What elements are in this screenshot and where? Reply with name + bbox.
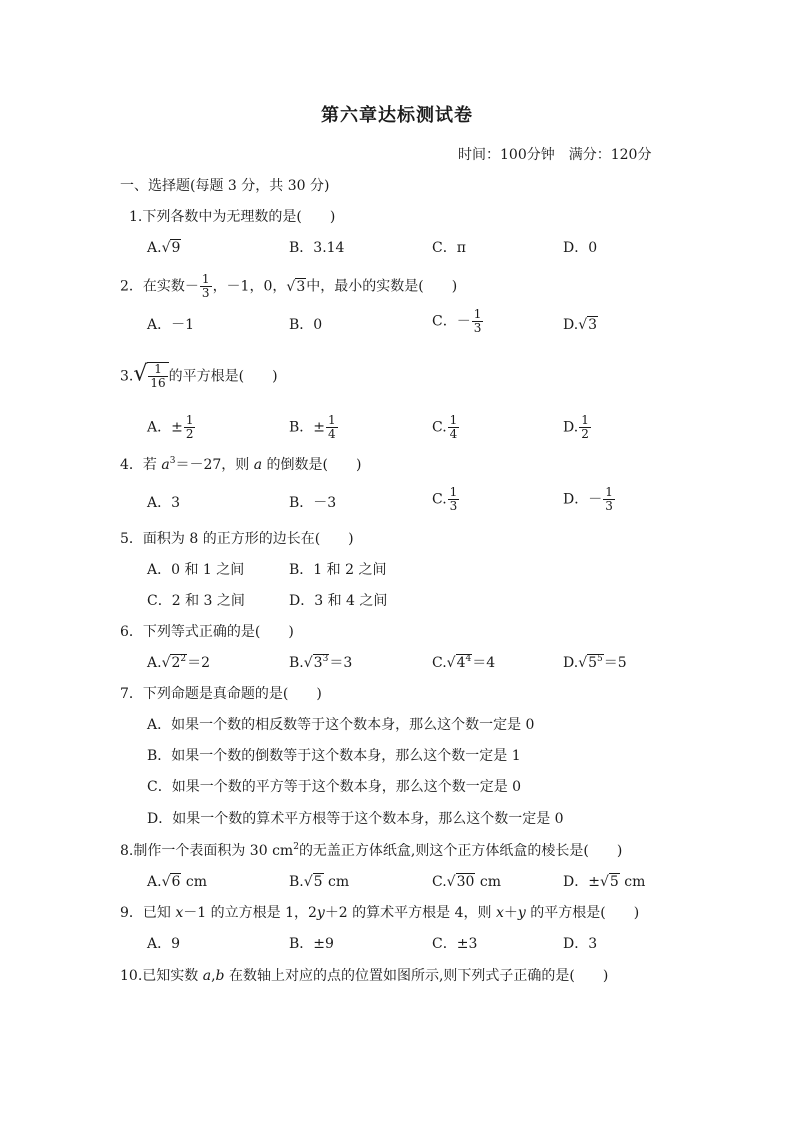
fraction: $\frac{1}{3}$ <box>473 307 482 335</box>
q6-option-c: $C.√4^4=4$ <box>432 654 496 671</box>
question-10-stem: 10.已知实数 a,b 在数轴上对应的点的位置如图所示,则下列式子正确的是( ) <box>120 968 609 984</box>
q7-option-a: A．如果一个数的相反数等于这个数本身，那么这个数一定是 0 <box>147 717 535 733</box>
question-8-stem: 8.制作一个表面积为 30 $cm^2$的无盖正方体纸盒,则这个正方体纸盒的棱长是( ) <box>120 842 623 859</box>
q1-option-c: C．π <box>432 240 466 256</box>
section-heading: 一、选择题(每题 3 分，共 30 分) <box>120 178 330 194</box>
q7-option-b: B．如果一个数的倒数等于这个数本身，那么这个数一定是 1 <box>147 748 521 764</box>
exam-meta: 时间：100分钟 满分：120分 <box>458 147 652 163</box>
q5-option-d: D．3 和 4 之间 <box>289 593 388 609</box>
q5-option-c: C．2 和 3 之间 <box>147 593 245 609</box>
q9-option-c: C．±3 <box>432 936 478 952</box>
q1-option-a: A.√9 <box>147 240 181 256</box>
q6-option-d: $D.√5^5=5$ <box>563 654 627 671</box>
fraction: $\frac{1}{4}$ <box>328 413 336 441</box>
fraction: $\frac{1}{2}$ <box>185 413 194 441</box>
fraction: $\frac{1}{2}$ <box>581 413 589 441</box>
question-5-stem: 5．面积为 8 的正方形的边长在( ) <box>120 531 354 547</box>
q7-option-d: D．如果一个数的算术平方根等于这个数本身，那么这个数一定是 0 <box>147 811 564 827</box>
q3-option-c: C. $\frac{1}{4}$ <box>432 413 458 441</box>
fraction: $\frac{1}{3}$ <box>449 485 458 513</box>
question-2-stem: 2．在实数－ $\frac{1}{3}$ ，－1，0，√3中，最小的实数是( ) <box>120 272 458 300</box>
q5-option-a: A．0 和 1 之间 <box>147 562 245 578</box>
q9-option-d: D．3 <box>563 936 598 952</box>
question-3-stem: 3.√ $\frac{1}{16}$ 的平方根是( ) <box>120 361 278 390</box>
q6-option-a: $A.√2^2=2$ <box>147 654 211 671</box>
q5-option-b: B．1 和 2 之间 <box>289 562 387 578</box>
q1-option-b: B．3.14 <box>289 240 345 256</box>
q9-option-a: A．9 <box>147 936 181 952</box>
q9-option-b: B．±9 <box>289 936 334 952</box>
q2-option-d: D.√3 <box>563 317 598 333</box>
fraction: $\frac{1}{3}$ <box>605 485 613 513</box>
fraction: $\frac{1}{3}$ <box>201 272 210 300</box>
q2-option-c: C．－ $\frac{1}{3}$ <box>432 307 482 335</box>
q3-option-d: D. $\frac{1}{2}$ <box>563 413 589 441</box>
sqrt-expression: √3 <box>578 317 598 333</box>
question-1-stem: 1.下列各数中为无理数的是( ) <box>129 209 336 225</box>
q7-option-c: C．如果一个数的平方等于这个数本身，那么这个数一定是 0 <box>147 779 522 795</box>
q4-option-b: B．－3 <box>289 495 337 511</box>
q2-option-a: A．－1 <box>147 317 195 333</box>
q3-option-b: B．± $\frac{1}{4}$ <box>289 413 336 441</box>
q8-option-b: B.√5 cm <box>289 874 350 890</box>
sqrt-expression: √9 <box>161 240 181 256</box>
q8-option-a: A.√6 cm <box>147 874 207 890</box>
q4-option-d: D．－ $\frac{1}{3}$ <box>563 485 613 513</box>
question-6-stem: 6．下列等式正确的是( ) <box>120 624 294 640</box>
sqrt-expression: √ $\frac{1}{16}$ <box>133 362 168 390</box>
q1-option-d: D．0 <box>563 240 598 256</box>
question-4-stem: 4．若 $a^3=-27$，则 a 的倒数是( ) <box>120 456 362 473</box>
q3-option-a: A．± $\frac{1}{2}$ <box>147 413 194 441</box>
q4-option-c: C. $\frac{1}{3}$ <box>432 485 458 513</box>
fraction: $\frac{1}{4}$ <box>449 413 458 441</box>
q4-option-a: A．3 <box>147 495 181 511</box>
sqrt-expression: √3 <box>286 278 306 295</box>
page-title: 第六章达标测试卷 <box>321 105 473 126</box>
question-7-stem: 7．下列命题是真命题的是( ) <box>120 686 322 702</box>
q6-option-b: $B.√3^3=3$ <box>289 654 353 671</box>
q8-option-c: C.√30 cm <box>432 874 501 890</box>
q2-option-b: B．0 <box>289 317 323 333</box>
question-9-stem: 9．已知 x－1 的立方根是 1，2y＋2 的算术平方根是 4，则 x＋y 的平方根是( ) <box>120 905 640 921</box>
q8-option-d: D．±√5 cm <box>563 874 646 890</box>
